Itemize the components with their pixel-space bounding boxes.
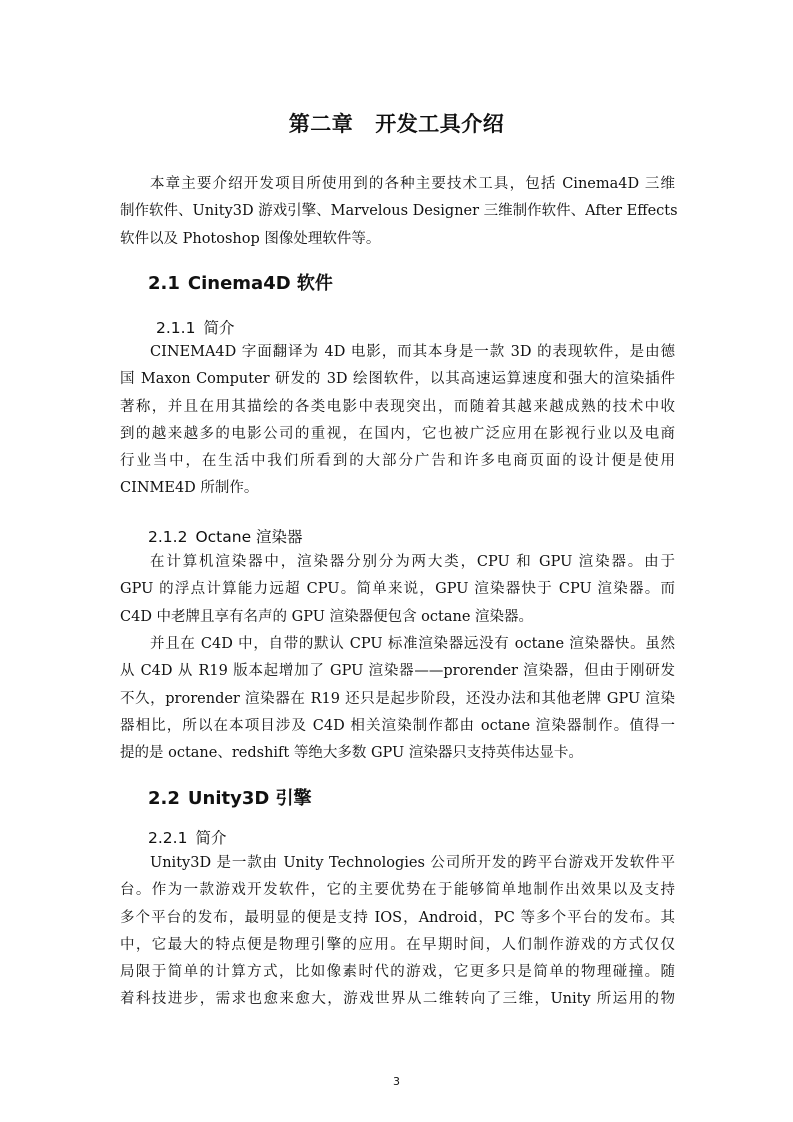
subsection-heading-2-1-2	[148, 525, 303, 547]
subsection-number: 2.1.1	[156, 319, 196, 337]
section-title: Unity3D 引擎	[187, 788, 312, 809]
subsection-title: 简介	[203, 319, 235, 337]
text-line: 行业当中，在生活中我们所看到的大部分广告和许多电商页面的设计便是使用	[120, 453, 675, 470]
subsection-number: 2.2.1	[148, 829, 188, 847]
text-line: 不久，prorender 渲染器在 R19 还只是起步阶段，还没办法和其他老牌 GPU 渲染	[120, 690, 675, 707]
subsection-number: 2.1.2	[148, 528, 188, 546]
section-heading-2-1	[148, 269, 333, 295]
chapter-name: 开发工具介绍	[375, 112, 505, 136]
text-line: 多个平台的发布，最明显的便是支持 IOS，Android，PC 等多个平台的发布。其	[120, 909, 675, 926]
text-line: Unity3D 是一款由 Unity Technologies 公司所开发的跨平台游戏开发软件平	[150, 855, 675, 871]
text-line: GPU 的浮点计算能力远超 CPU。简单来说，GPU 渲染器快于 CPU 渲染器。而	[120, 581, 675, 598]
intro-paragraph	[120, 171, 678, 253]
text-line: 软件以及 Photoshop 图像处理软件等。	[120, 230, 381, 247]
text-line: 制作软件、Unity3D 游戏引擎、Marvelous Designer 三维制作软件、After Effects	[120, 203, 678, 220]
subsection-title: Octane 渲染器	[195, 528, 303, 546]
text-line: CINEMA4D 字面翻译为 4D 电影，而其本身是一款 3D 的表现软件，是由德	[150, 344, 675, 360]
chapter-number: 第二章	[288, 112, 354, 136]
text-line: 国 Maxon Computer 研发的 3D 绘图软件，以其高速运算速度和强大的渲染插件	[120, 371, 675, 388]
text-line: CINME4D 所制作。	[120, 480, 259, 497]
page-number: 3	[393, 1075, 400, 1088]
text-line: 到的越来越多的电影公司的重视，在国内，它也被广泛应用在影视行业以及电商	[120, 425, 675, 442]
text-line: 本章主要介绍开发项目所使用到的各种主要技术工具，包括 Cinema4D 三维	[150, 176, 675, 192]
text-line: 台。作为一款游戏开发软件，它的主要优势在于能够简单地制作出效果以及支持	[120, 882, 675, 899]
section-heading-2-2	[148, 784, 312, 810]
text-line: 中，它最大的特点便是物理引擎的应用。在早期时间，人们制作游戏的方式仅仅	[120, 936, 675, 953]
text-line: 局限于简单的计算方式，比如像素时代的游戏，它更多只是简单的物理碰撞。随	[120, 964, 675, 981]
text-line: 着科技进步，需求也愈来愈大，游戏世界从二维转向了三维，Unity 所运用的物	[120, 991, 675, 1008]
section-number: 2.1	[148, 273, 180, 294]
text-line: 提的是 octane、redshift 等绝大多数 GPU 渲染器只支持英伟达显卡。	[120, 745, 583, 762]
unity-intro-paragraph	[120, 850, 675, 1014]
text-line: 器相比，所以在本项目涉及 C4D 相关渲染制作都由 octane 渲染器制作。值得一	[120, 717, 675, 734]
octane-paragraph-1	[120, 549, 675, 631]
text-line: 在计算机渲染器中，渲染器分别分为两大类，CPU 和 GPU 渲染器。由于	[150, 554, 675, 570]
text-line: 从 C4D 从 R19 版本起增加了 GPU 渲染器——prorender 渲染器，但由于刚研发	[120, 663, 675, 680]
chapter-title	[0, 108, 793, 138]
subsection-heading-2-2-1	[148, 826, 226, 848]
text-line: C4D 中老牌且享有名声的 GPU 渲染器便包含 octane 渲染器。	[120, 608, 534, 625]
text-line: 著称，并且在用其描绘的各类电影中表现突出，而随着其越来越成熟的技术中收	[120, 398, 675, 415]
section-title: Cinema4D 软件	[187, 273, 333, 294]
subsection-title: 简介	[195, 829, 227, 847]
text-line: 并且在 C4D 中，自带的默认 CPU 标准渲染器远没有 octane 渲染器快。虽然	[150, 636, 675, 652]
cinema4d-intro-paragraph	[120, 339, 675, 503]
subsection-heading-2-1-1	[156, 316, 234, 338]
section-number: 2.2	[148, 788, 180, 809]
octane-paragraph-2	[120, 631, 675, 767]
